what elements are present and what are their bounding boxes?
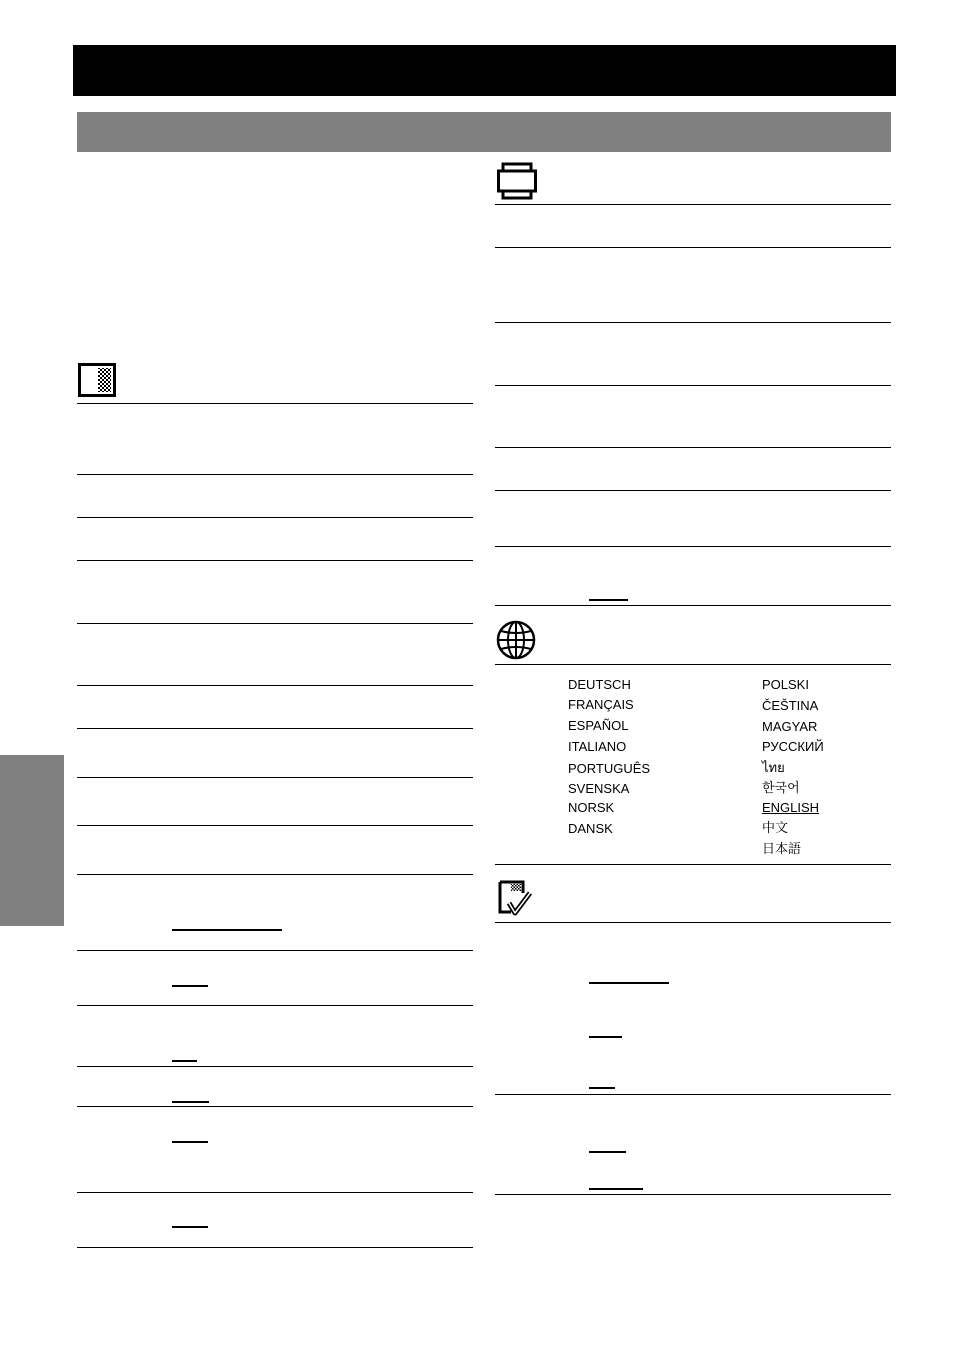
page-title-bar (73, 45, 896, 96)
language-option: POLSKI (762, 677, 809, 692)
table-rule (495, 546, 891, 547)
chapter-side-tab (0, 755, 64, 926)
language-option: ITALIANO (568, 739, 627, 754)
language-option: ไทย (762, 760, 785, 775)
language-option: SVENSKA (568, 781, 630, 796)
table-rule (495, 1194, 891, 1195)
table-rule (77, 517, 473, 518)
language-option: NORSK (568, 800, 615, 815)
position-frame-icon (497, 162, 537, 200)
default-value-underline (589, 1087, 615, 1089)
default-value-underline (172, 985, 208, 987)
default-value-underline (589, 599, 628, 601)
default-value-underline (589, 1036, 622, 1038)
default-value-underline (172, 1101, 209, 1103)
default-value-underline (172, 929, 282, 931)
table-rule (77, 777, 473, 778)
table-rule (77, 1106, 473, 1107)
table-rule (77, 1247, 473, 1248)
option-check-icon (497, 879, 535, 919)
language-option-default: ENGLISH (762, 800, 820, 815)
table-rule (495, 664, 891, 665)
default-value-underline (589, 982, 669, 984)
default-value-underline (172, 1060, 197, 1062)
table-rule (77, 1066, 473, 1067)
table-rule (495, 864, 891, 865)
language-option: 中文 (762, 820, 789, 835)
default-value-underline (172, 1141, 208, 1143)
default-value-underline (172, 1226, 208, 1228)
globe-icon (496, 620, 536, 660)
language-option: РУССКИЙ (762, 739, 824, 754)
picture-adjust-icon (78, 363, 116, 397)
table-rule (495, 605, 891, 606)
language-option: 한국어 (762, 780, 800, 795)
table-rule (495, 447, 891, 448)
table-rule (77, 874, 473, 875)
language-option: MAGYAR (762, 719, 818, 734)
language-option: 日本語 (762, 841, 802, 856)
table-rule (77, 950, 473, 951)
table-rule (495, 490, 891, 491)
table-rule (77, 403, 473, 404)
language-option: ESPAÑOL (568, 718, 629, 733)
language-option: DANSK (568, 821, 613, 836)
table-rule (77, 560, 473, 561)
language-option: DEUTSCH (568, 677, 631, 692)
table-rule (495, 1094, 891, 1095)
language-option: FRANÇAIS (568, 697, 634, 712)
table-rule (77, 1192, 473, 1193)
table-rule (495, 385, 891, 386)
language-option: ČEŠTINA (762, 698, 819, 713)
table-rule (77, 728, 473, 729)
language-option: PORTUGUÊS (568, 761, 651, 776)
section-heading-bar (77, 112, 891, 152)
table-rule (495, 204, 891, 205)
table-rule (77, 623, 473, 624)
table-rule (495, 322, 891, 323)
table-rule (495, 922, 891, 923)
default-value-underline (589, 1188, 643, 1190)
table-rule (77, 685, 473, 686)
default-value-underline (589, 1151, 626, 1153)
table-rule (77, 474, 473, 475)
table-rule (77, 1005, 473, 1006)
table-rule (77, 825, 473, 826)
table-rule (495, 247, 891, 248)
